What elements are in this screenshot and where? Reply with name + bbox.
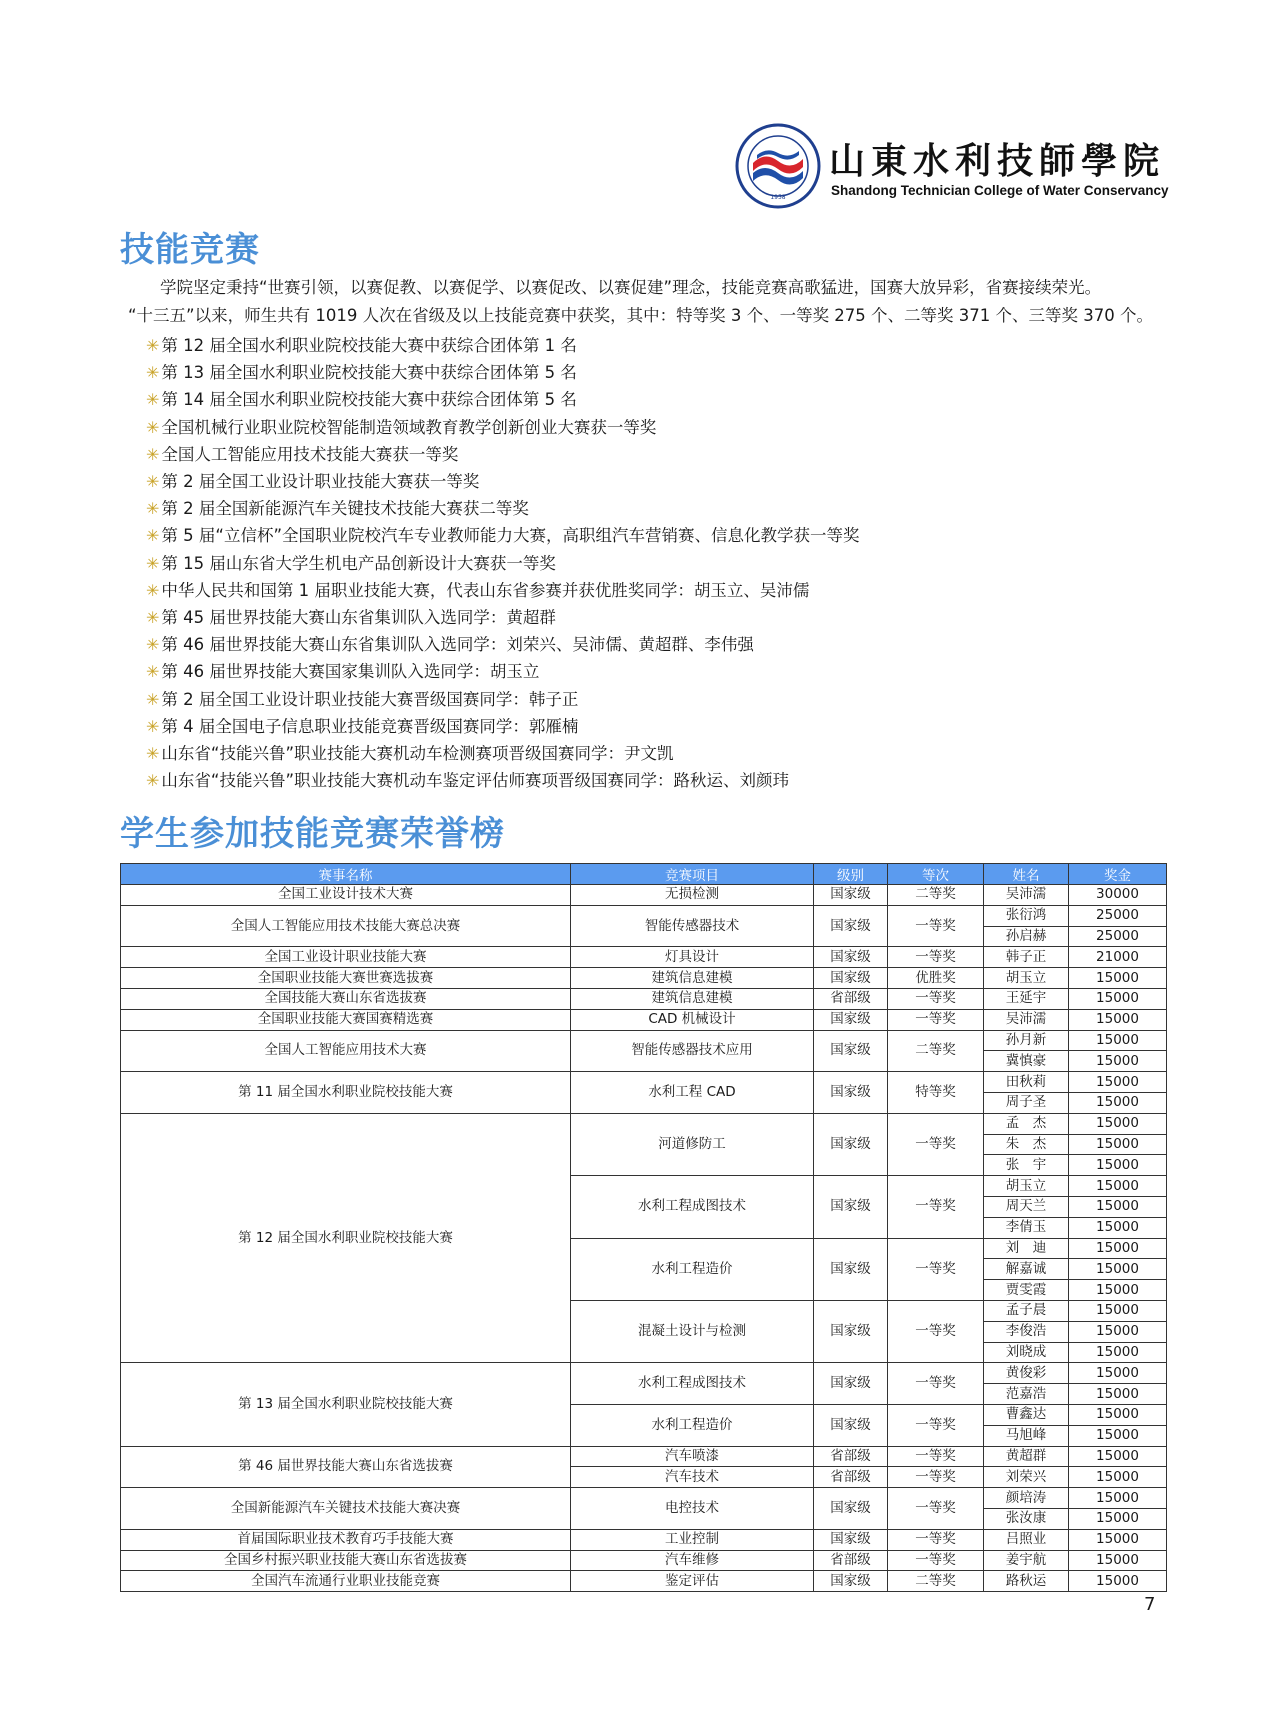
award-list-item xyxy=(146,631,860,658)
table-cell: 15000 xyxy=(1069,1155,1167,1176)
table-cell: 吴沛濡 xyxy=(984,1009,1069,1030)
table-cell: 15000 xyxy=(1069,1280,1167,1301)
table-cell: 河道修防工 xyxy=(571,1113,814,1175)
award-list-item xyxy=(146,658,860,685)
award-list-item xyxy=(146,414,860,441)
award-list-item xyxy=(146,332,860,359)
table-cell: 特等奖 xyxy=(888,1072,984,1114)
table-cell: 全国汽车流通行业职业技能竞赛 xyxy=(121,1571,571,1592)
table-cell: 无损检测 xyxy=(571,885,814,906)
honor-table xyxy=(120,863,1167,1592)
table-cell: 一等奖 xyxy=(888,1467,984,1488)
table-cell: 周天兰 xyxy=(984,1196,1069,1217)
award-text: 山东省“技能兴鲁”职业技能大赛机动车检测赛项晋级国赛同学：尹文凯 xyxy=(161,744,674,764)
seal-year: 1958 xyxy=(770,194,786,201)
table-cell: 第 46 届世界技能大赛山东省选拔赛 xyxy=(121,1446,571,1488)
table-cell: 电控技术 xyxy=(571,1488,814,1530)
award-list-item xyxy=(146,740,860,767)
award-text: 第 2 届全国工业设计职业技能大赛晋级国赛同学：韩子正 xyxy=(161,689,579,709)
asterisk-star-icon: ✳ xyxy=(146,716,160,736)
table-cell: 周子圣 xyxy=(984,1092,1069,1113)
table-cell: 刘荣兴 xyxy=(984,1467,1069,1488)
logo-chinese-name: 山東水利技師學院 xyxy=(829,140,1166,182)
asterisk-star-icon: ✳ xyxy=(146,689,160,709)
table-cell: 15000 xyxy=(1069,1009,1167,1030)
table-row xyxy=(121,1488,1167,1509)
table-cell: 25000 xyxy=(1069,905,1167,926)
table-cell: 水利工程造价 xyxy=(571,1238,814,1300)
table-cell: 国家级 xyxy=(814,1030,888,1072)
asterisk-star-icon: ✳ xyxy=(146,444,160,464)
award-text: 山东省“技能兴鲁”职业技能大赛机动车鉴定评估师赛项晋级国赛同学：路秋运、刘颜玮 xyxy=(161,771,790,791)
asterisk-star-icon: ✳ xyxy=(146,390,160,410)
table-cell: 全国人工智能应用技术大赛 xyxy=(121,1030,571,1072)
table-cell: 省部级 xyxy=(814,988,888,1009)
table-cell: 灯具设计 xyxy=(571,947,814,968)
table-cell: 国家级 xyxy=(814,1113,888,1175)
table-cell: 全国职业技能大赛世赛选拔赛 xyxy=(121,968,571,989)
table-cell: 国家级 xyxy=(814,885,888,906)
table-cell: 15000 xyxy=(1069,1030,1167,1051)
table-cell: 15000 xyxy=(1069,1300,1167,1321)
table-cell: 国家级 xyxy=(814,1176,888,1238)
table-cell: 刘 迪 xyxy=(984,1238,1069,1259)
award-text: 第 2 届全国工业设计职业技能大赛获一等奖 xyxy=(161,472,480,492)
table-cell: 第 13 届全国水利职业院校技能大赛 xyxy=(121,1363,571,1446)
table-cell: 15000 xyxy=(1069,1092,1167,1113)
intro-line-1: 学院坚定秉持“世赛引领，以赛促教、以赛促学、以赛促改、以赛促建”理念，技能竞赛高歌猛进，国赛大放异彩，省赛接续荣光。 xyxy=(160,278,1102,297)
college-seal-icon xyxy=(735,123,821,209)
table-cell: 国家级 xyxy=(814,1009,888,1030)
table-cell: 路秋运 xyxy=(984,1571,1069,1592)
table-cell: 15000 xyxy=(1069,1508,1167,1529)
table-cell: 孟 杰 xyxy=(984,1113,1069,1134)
table-cell: 刘晓成 xyxy=(984,1342,1069,1363)
table-cell: 15000 xyxy=(1069,1363,1167,1384)
award-list xyxy=(146,332,860,794)
table-cell: 胡玉立 xyxy=(984,968,1069,989)
table-cell: 一等奖 xyxy=(888,1238,984,1300)
award-text: 第 12 届全国水利职业院校技能大赛中获综合团体第 1 名 xyxy=(161,336,577,355)
table-cell: 张衍鸿 xyxy=(984,905,1069,926)
table-cell: 首届国际职业技术教育巧手技能大赛 xyxy=(121,1529,571,1550)
table-row xyxy=(121,1571,1167,1592)
table-cell: 智能传感器技术 xyxy=(571,905,814,947)
table-cell: 15000 xyxy=(1069,1571,1167,1592)
table-row xyxy=(121,1009,1167,1030)
table-cell: 15000 xyxy=(1069,1196,1167,1217)
table-cell: 15000 xyxy=(1069,1529,1167,1550)
award-text: 中华人民共和国第 1 届职业技能大赛，代表山东省参赛并获优胜奖同学：胡玉立、吴沛儒 xyxy=(161,580,810,600)
table-cell: 全国乡村振兴职业技能大赛山东省选拔赛 xyxy=(121,1550,571,1571)
asterisk-star-icon: ✳ xyxy=(146,608,160,628)
table-cell: 二等奖 xyxy=(888,1571,984,1592)
award-text: 第 15 届山东省大学生机电产品创新设计大赛获一等奖 xyxy=(161,553,556,573)
table-cell: 15000 xyxy=(1069,1342,1167,1363)
table-cell: 15000 xyxy=(1069,1550,1167,1571)
table-header-row xyxy=(121,864,1167,885)
table-cell: 全国人工智能应用技术技能大赛总决赛 xyxy=(121,905,571,947)
table-cell: 黄超群 xyxy=(984,1446,1069,1467)
table-cell: 国家级 xyxy=(814,1571,888,1592)
table-cell: 曹鑫达 xyxy=(984,1404,1069,1425)
table-cell: 一等奖 xyxy=(888,905,984,947)
asterisk-star-icon: ✳ xyxy=(146,771,160,791)
intro-line-2: “十三五”以来，师生共有 1019 人次在省级及以上技能竞赛中获奖，其中：特等奖 3 个、一等奖 275 个、二等奖 371 个、三等奖 370 个。 xyxy=(128,306,1154,325)
table-cell: 吕照业 xyxy=(984,1529,1069,1550)
table-cell: 汽车喷漆 xyxy=(571,1446,814,1467)
table-header-cell: 赛事名称 xyxy=(121,864,571,885)
page-number: 7 xyxy=(1144,1594,1156,1615)
award-text: 第 13 届全国水利职业院校技能大赛中获综合团体第 5 名 xyxy=(161,363,577,383)
award-text: 第 2 届全国新能源汽车关键技术技能大赛获二等奖 xyxy=(161,499,529,519)
table-cell: 黄俊彩 xyxy=(984,1363,1069,1384)
table-cell: 一等奖 xyxy=(888,1113,984,1175)
table-cell: 颜培涛 xyxy=(984,1488,1069,1509)
table-row xyxy=(121,885,1167,906)
table-cell: 15000 xyxy=(1069,1176,1167,1197)
asterisk-star-icon: ✳ xyxy=(146,336,160,355)
table-row xyxy=(121,1113,1167,1134)
table-cell: 王延宇 xyxy=(984,988,1069,1009)
table-cell: 15000 xyxy=(1069,1051,1167,1072)
table-row xyxy=(121,1529,1167,1550)
table-cell: 吴沛濡 xyxy=(984,885,1069,906)
table-cell: 孟子晨 xyxy=(984,1300,1069,1321)
intro-paragraph xyxy=(128,274,1168,330)
table-cell: 15000 xyxy=(1069,1446,1167,1467)
table-cell: 汽车维修 xyxy=(571,1550,814,1571)
table-cell: 一等奖 xyxy=(888,1300,984,1362)
table-cell: 第 11 届全国水利职业院校技能大赛 xyxy=(121,1072,571,1114)
table-cell: 一等奖 xyxy=(888,988,984,1009)
award-list-item xyxy=(146,713,860,740)
award-list-item xyxy=(146,767,860,794)
table-cell: 解嘉诚 xyxy=(984,1259,1069,1280)
logo-english-name: Shandong Technician College of Water Conservancy xyxy=(831,183,1169,198)
table-cell: 建筑信息建模 xyxy=(571,968,814,989)
award-list-item xyxy=(146,604,860,631)
award-text: 第 46 届世界技能大赛山东省集训队入选同学：刘荣兴、吴沛儒、黄超群、李伟强 xyxy=(161,635,754,655)
table-cell: 冀慎豪 xyxy=(984,1051,1069,1072)
table-row xyxy=(121,1030,1167,1051)
table-row xyxy=(121,968,1167,989)
table-cell: 孙月新 xyxy=(984,1030,1069,1051)
award-text: 第 4 届全国电子信息职业技能竞赛晋级国赛同学：郭雁楠 xyxy=(161,716,579,736)
award-list-item xyxy=(146,359,860,386)
table-cell: 国家级 xyxy=(814,1300,888,1362)
award-text: 第 5 届“立信杯”全国职业院校汽车专业教师能力大赛，高职组汽车营销赛、信息化教学获一等奖 xyxy=(161,526,860,546)
table-cell: 水利工程 CAD xyxy=(571,1072,814,1114)
table-cell: 一等奖 xyxy=(888,1009,984,1030)
table-cell: 一等奖 xyxy=(888,1529,984,1550)
table-cell: 国家级 xyxy=(814,1488,888,1530)
award-text: 第 45 届世界技能大赛山东省集训队入选同学：黄超群 xyxy=(161,608,556,628)
table-cell: 省部级 xyxy=(814,1446,888,1467)
table-cell: 15000 xyxy=(1069,1113,1167,1134)
asterisk-star-icon: ✳ xyxy=(146,472,160,492)
table-cell: 国家级 xyxy=(814,1072,888,1114)
table-row xyxy=(121,1363,1167,1384)
table-cell: 15000 xyxy=(1069,1217,1167,1238)
table-cell: 鉴定评估 xyxy=(571,1571,814,1592)
award-list-item xyxy=(146,386,860,413)
asterisk-star-icon: ✳ xyxy=(146,553,160,573)
table-cell: 国家级 xyxy=(814,905,888,947)
table-cell: 15000 xyxy=(1069,1072,1167,1093)
asterisk-star-icon: ✳ xyxy=(146,662,160,682)
table-cell: 马旭峰 xyxy=(984,1425,1069,1446)
table-cell: 一等奖 xyxy=(888,1488,984,1530)
table-header-cell: 等次 xyxy=(888,864,984,885)
table-cell: 一等奖 xyxy=(888,1404,984,1446)
table-cell: 一等奖 xyxy=(888,1446,984,1467)
award-text: 第 14 届全国水利职业院校技能大赛中获综合团体第 5 名 xyxy=(161,390,577,410)
table-cell: 建筑信息建模 xyxy=(571,988,814,1009)
table-cell: 水利工程造价 xyxy=(571,1404,814,1446)
award-list-item xyxy=(146,495,860,522)
award-list-item xyxy=(146,577,860,604)
award-text: 第 46 届世界技能大赛国家集训队入选同学：胡玉立 xyxy=(161,662,540,682)
table-cell: 省部级 xyxy=(814,1467,888,1488)
award-text: 全国机械行业职业院校智能制造领域教育教学创新创业大赛获一等奖 xyxy=(161,417,657,437)
table-cell: 21000 xyxy=(1069,947,1167,968)
table-cell: 智能传感器技术应用 xyxy=(571,1030,814,1072)
table-row xyxy=(121,1550,1167,1571)
table-cell: CAD 机械设计 xyxy=(571,1009,814,1030)
table-cell: 范嘉浩 xyxy=(984,1384,1069,1405)
table-cell: 汽车技术 xyxy=(571,1467,814,1488)
award-list-item xyxy=(146,468,860,495)
table-cell: 30000 xyxy=(1069,885,1167,906)
table-cell: 国家级 xyxy=(814,1529,888,1550)
table-cell: 15000 xyxy=(1069,1404,1167,1425)
table-cell: 15000 xyxy=(1069,1321,1167,1342)
table-cell: 国家级 xyxy=(814,947,888,968)
table-cell: 优胜奖 xyxy=(888,968,984,989)
asterisk-star-icon: ✳ xyxy=(146,635,160,655)
asterisk-star-icon: ✳ xyxy=(146,526,160,546)
table-header-cell: 姓名 xyxy=(984,864,1069,885)
table-cell: 15000 xyxy=(1069,1238,1167,1259)
table-row xyxy=(121,1446,1167,1467)
table-cell: 一等奖 xyxy=(888,947,984,968)
section-title-honor-roll: 学生参加技能竞赛荣誉榜 xyxy=(120,814,505,854)
table-row xyxy=(121,905,1167,926)
table-cell: 15000 xyxy=(1069,1259,1167,1280)
asterisk-star-icon: ✳ xyxy=(146,417,160,437)
table-cell: 张汝康 xyxy=(984,1508,1069,1529)
table-cell: 全国工业设计技术大赛 xyxy=(121,885,571,906)
table-cell: 15000 xyxy=(1069,1467,1167,1488)
table-cell: 二等奖 xyxy=(888,1030,984,1072)
table-cell: 全国新能源汽车关键技术技能大赛决赛 xyxy=(121,1488,571,1530)
table-cell: 朱 杰 xyxy=(984,1134,1069,1155)
table-cell: 第 12 届全国水利职业院校技能大赛 xyxy=(121,1113,571,1363)
college-logo xyxy=(735,123,1169,213)
table-cell: 15000 xyxy=(1069,1488,1167,1509)
table-row xyxy=(121,988,1167,1009)
table-cell: 全国职业技能大赛国赛精选赛 xyxy=(121,1009,571,1030)
award-list-item xyxy=(146,550,860,577)
asterisk-star-icon: ✳ xyxy=(146,744,160,764)
asterisk-star-icon: ✳ xyxy=(146,580,160,600)
table-cell: 胡玉立 xyxy=(984,1176,1069,1197)
asterisk-star-icon: ✳ xyxy=(146,499,160,519)
table-cell: 姜宇航 xyxy=(984,1550,1069,1571)
table-cell: 贾雯霞 xyxy=(984,1280,1069,1301)
table-cell: 15000 xyxy=(1069,968,1167,989)
award-list-item xyxy=(146,441,860,468)
table-cell: 国家级 xyxy=(814,1363,888,1405)
table-cell: 田秋莉 xyxy=(984,1072,1069,1093)
table-cell: 二等奖 xyxy=(888,885,984,906)
table-row xyxy=(121,1072,1167,1093)
table-header-cell: 奖金 xyxy=(1069,864,1167,885)
award-text: 全国人工智能应用技术技能大赛获一等奖 xyxy=(161,444,459,464)
table-cell: 工业控制 xyxy=(571,1529,814,1550)
table-cell: 国家级 xyxy=(814,1238,888,1300)
table-cell: 李俊浩 xyxy=(984,1321,1069,1342)
table-cell: 李倩玉 xyxy=(984,1217,1069,1238)
table-cell: 全国技能大赛山东省选拔赛 xyxy=(121,988,571,1009)
table-cell: 15000 xyxy=(1069,988,1167,1009)
table-header-cell: 竞赛项目 xyxy=(571,864,814,885)
section-title-skill-competition: 技能竞赛 xyxy=(120,230,260,270)
table-cell: 25000 xyxy=(1069,926,1167,947)
table-cell: 省部级 xyxy=(814,1550,888,1571)
table-cell: 一等奖 xyxy=(888,1550,984,1571)
table-cell: 一等奖 xyxy=(888,1176,984,1238)
table-cell: 国家级 xyxy=(814,968,888,989)
table-cell: 混凝土设计与检测 xyxy=(571,1300,814,1362)
table-cell: 15000 xyxy=(1069,1134,1167,1155)
table-cell: 张 宇 xyxy=(984,1155,1069,1176)
table-cell: 15000 xyxy=(1069,1425,1167,1446)
asterisk-star-icon: ✳ xyxy=(146,363,160,383)
award-list-item xyxy=(146,686,860,713)
table-header-cell: 级别 xyxy=(814,864,888,885)
table-cell: 孙启赫 xyxy=(984,926,1069,947)
table-cell: 15000 xyxy=(1069,1384,1167,1405)
table-cell: 水利工程成图技术 xyxy=(571,1176,814,1238)
table-row xyxy=(121,947,1167,968)
table-cell: 全国工业设计职业技能大赛 xyxy=(121,947,571,968)
table-cell: 一等奖 xyxy=(888,1363,984,1405)
table-cell: 水利工程成图技术 xyxy=(571,1363,814,1405)
table-cell: 国家级 xyxy=(814,1404,888,1446)
table-cell: 韩子正 xyxy=(984,947,1069,968)
award-list-item xyxy=(146,522,860,549)
